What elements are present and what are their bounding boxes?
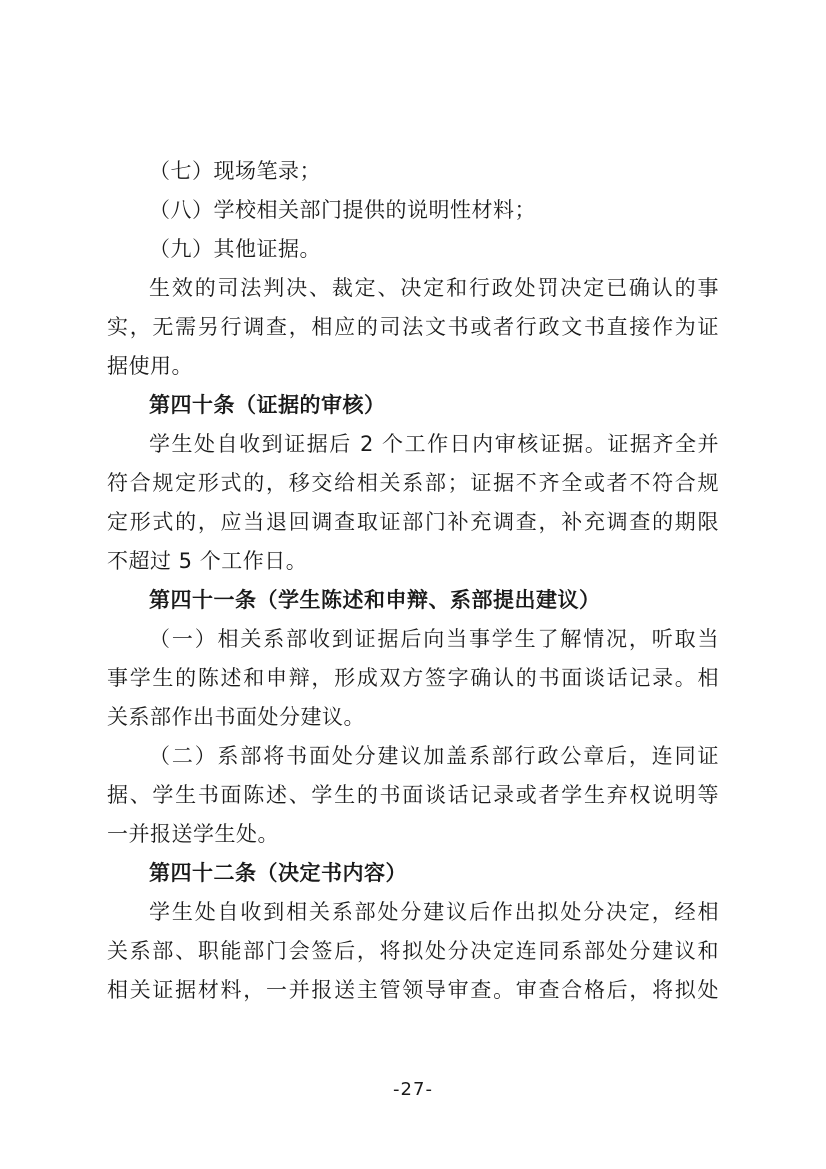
text-line: 生效的司法判决、裁定、决定和行政处罚决定已确认的事 bbox=[149, 276, 719, 300]
article-heading: 第四十条（证据的审核） bbox=[149, 393, 386, 417]
text-line: 相关证据材料，一并报送主管领导审查。审查合格后，将拟处 bbox=[107, 978, 719, 1002]
text-line: 不超过 5 个工作日。 bbox=[107, 549, 308, 573]
text-line: 学生处自收到相关系部处分建议后作出拟处分决定，经相 bbox=[149, 900, 719, 924]
text-line: （九）其他证据。 bbox=[149, 237, 321, 261]
text-line: 学生处自收到证据后 2 个工作日内审核证据。证据齐全并 bbox=[149, 432, 719, 456]
text-line: 实，无需另行调查，相应的司法文书或者行政文书直接作为证 bbox=[107, 315, 719, 339]
text-line: （二）系部将书面处分建议加盖系部行政公章后，连同证 bbox=[149, 744, 719, 768]
article-heading: 第四十一条（学生陈述和申辩、系部提出建议） bbox=[149, 588, 601, 612]
text-line: （八）学校相关部门提供的说明性材料； bbox=[149, 198, 536, 222]
text-line: 事学生的陈述和申辩，形成双方签字确认的书面谈话记录。相 bbox=[107, 666, 719, 690]
document-body bbox=[107, 152, 719, 1010]
text-line: （七）现场笔录； bbox=[149, 159, 321, 183]
text-line: 关系部作出书面处分建议。 bbox=[107, 705, 365, 729]
text-line: 一并报送学生处。 bbox=[107, 822, 279, 846]
page-number: -27- bbox=[393, 1079, 433, 1100]
text-line: （一）相关系部收到证据后向当事学生了解情况，听取当 bbox=[149, 627, 719, 651]
text-line: 据、学生书面陈述、学生的书面谈话记录或者学生弃权说明等 bbox=[107, 783, 719, 807]
text-line: 关系部、职能部门会签后，将拟处分决定连同系部处分建议和 bbox=[107, 939, 719, 963]
text-line: 据使用。 bbox=[107, 354, 193, 378]
text-line: 符合规定形式的，移交给相关系部；证据不齐全或者不符合规 bbox=[107, 471, 719, 495]
article-heading: 第四十二条（决定书内容） bbox=[149, 861, 407, 885]
text-line: 定形式的，应当退回调查取证部门补充调查，补充调查的期限 bbox=[107, 510, 719, 534]
